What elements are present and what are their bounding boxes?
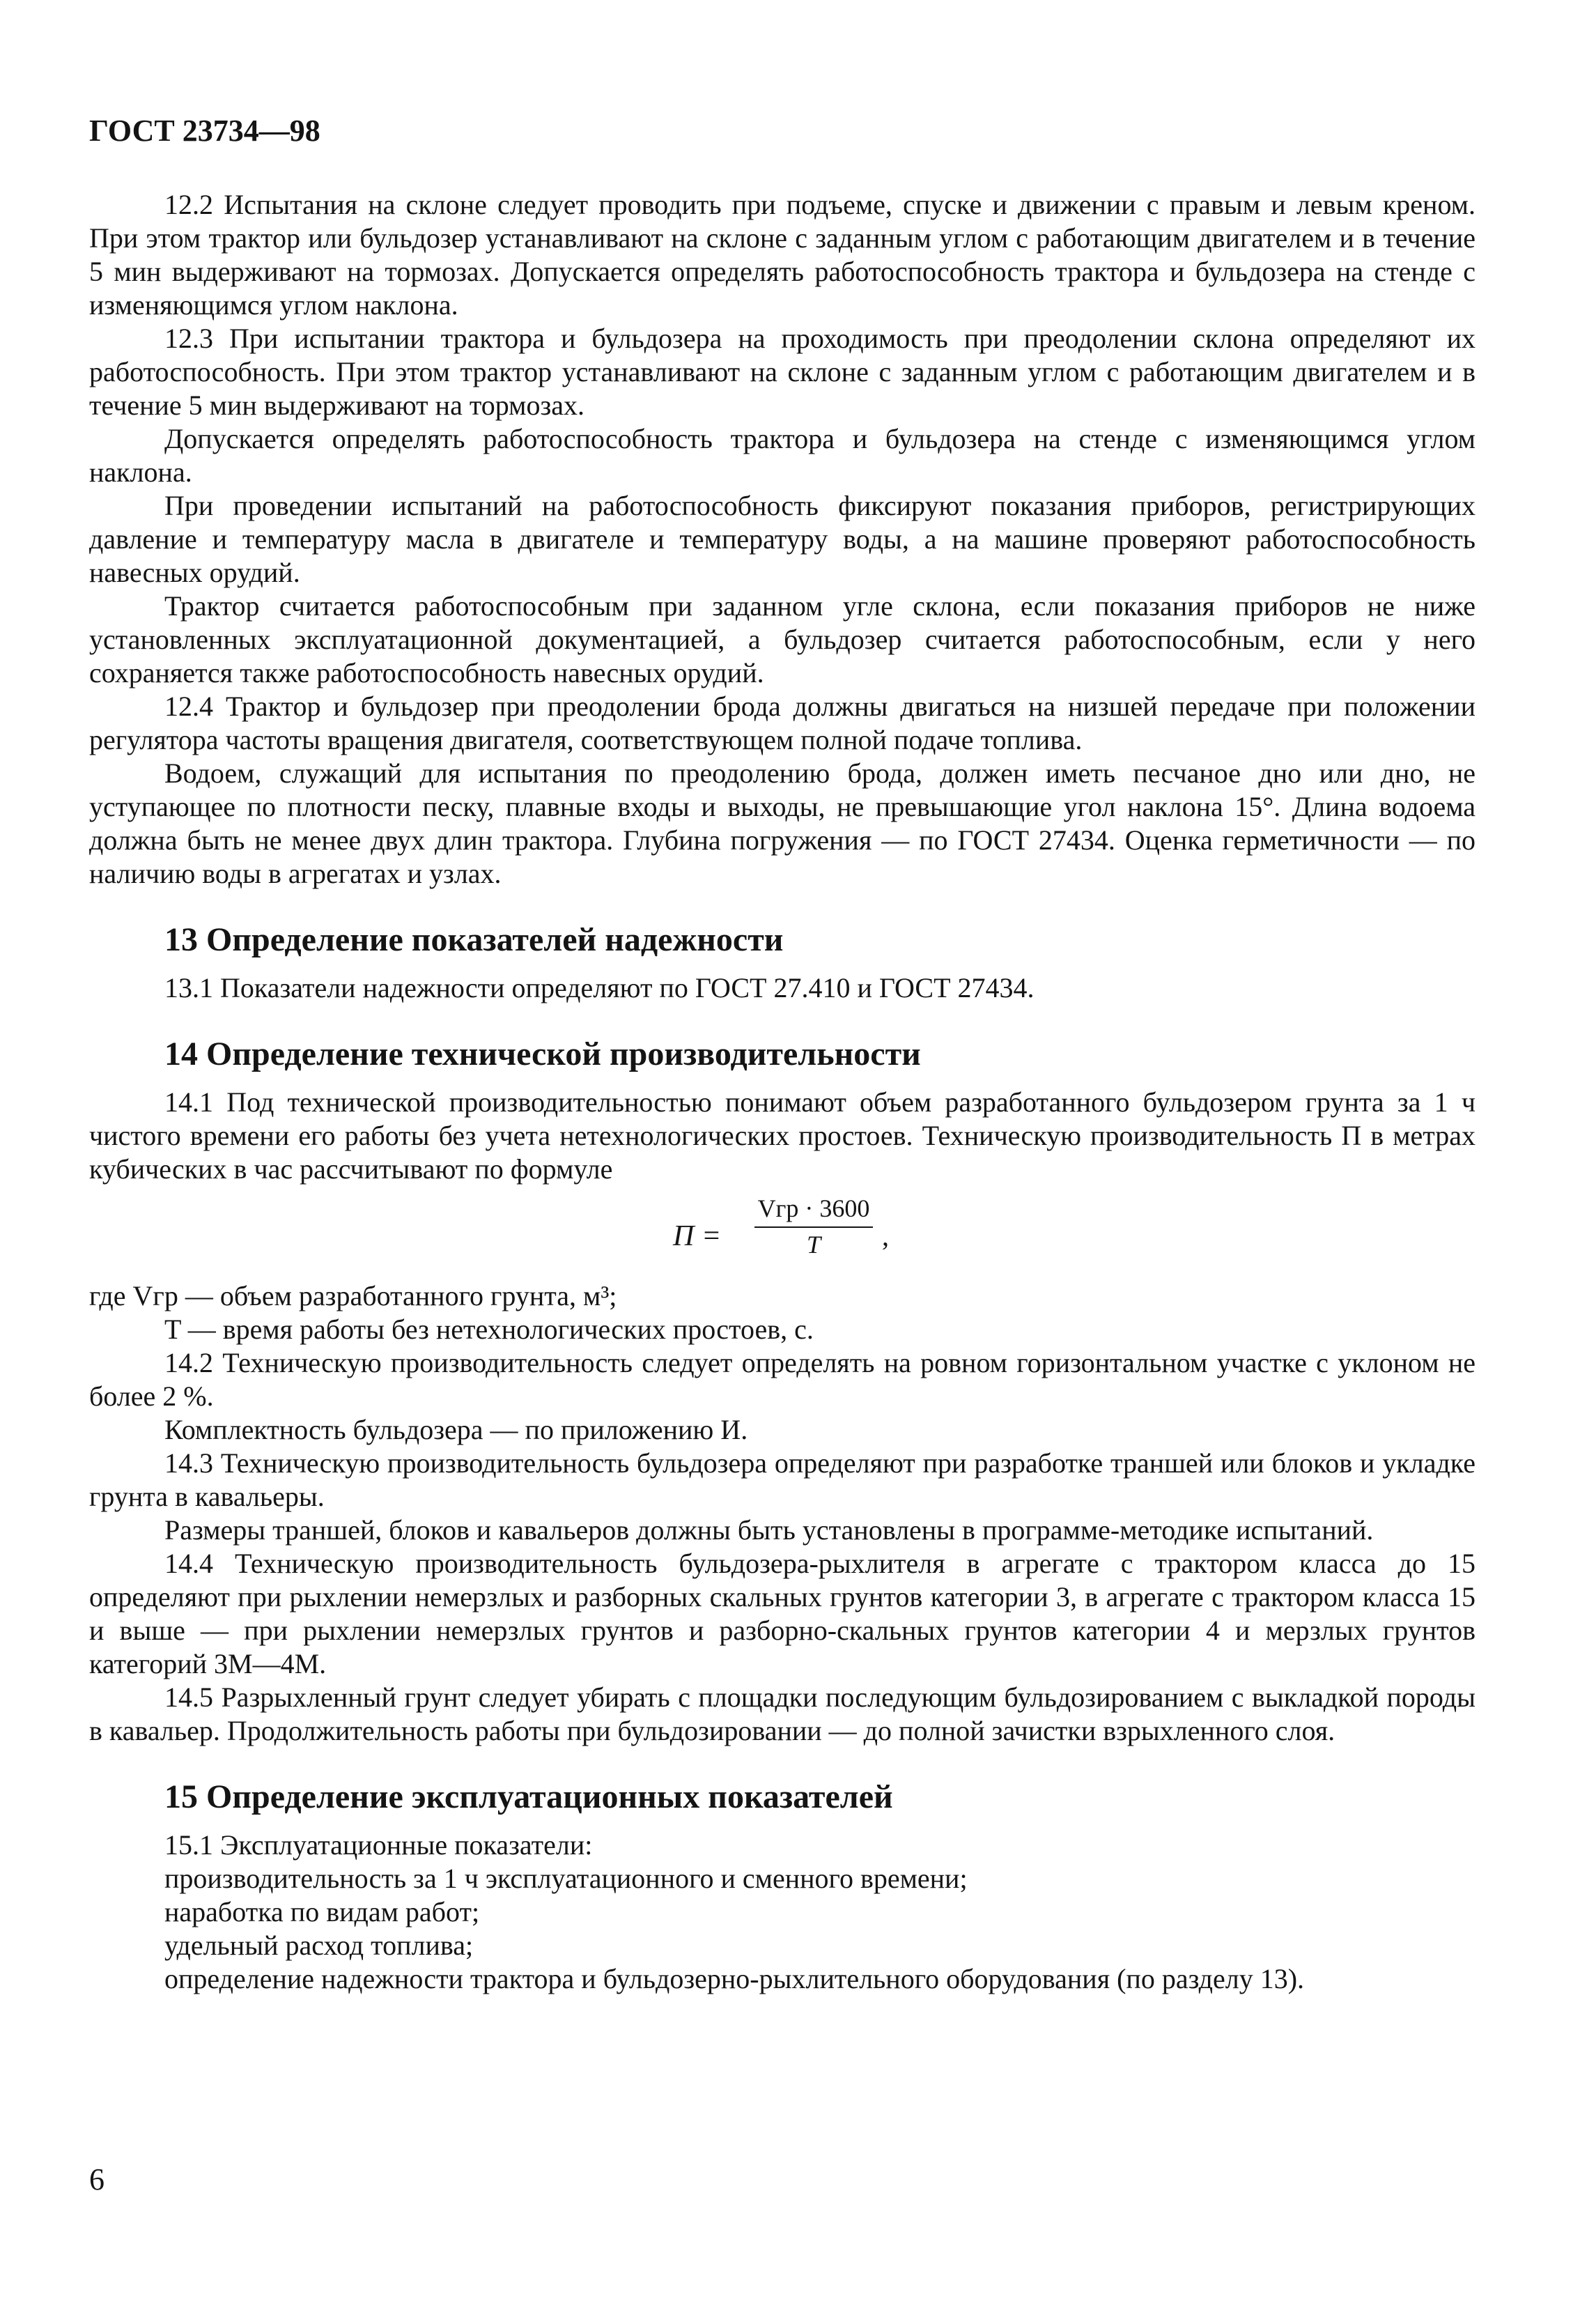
paragraph-12-3: 12.3 При испытании трактора и бульдозера на проходимость при преодолении склона определяют их работоспособность. При этом трактор устанавливают на склоне с заданным углом с работающим двигателем и в течение 5 мин выдерживают на тормозах. xyxy=(89,323,1476,421)
document-page xyxy=(89,84,1476,2279)
section-14-heading: 14 Определение технической производительности xyxy=(164,1036,921,1072)
formula-where-vgr: где Vгр — объем разработанного грунта, м³; xyxy=(89,1280,617,1311)
paragraph-12-4-b: Водоем, служащий для испытания по преодолению брода, должен иметь песчаное дно или дно, не уступающее по плотности песку, плавные входы и выходы, не превышающие угол наклона 15°. Длина водоема должна быть не менее двух длин трактора. Глубина погружения — по ГОСТ 27434. Оценка герметичности — по наличию воды в агрегатах и узлах. xyxy=(89,757,1476,889)
paragraph-14-3: 14.3 Техническую производительность бульдозера определяют при разработке траншей или блоков и укладке грунта в кавальеры. xyxy=(89,1447,1476,1512)
list-item: удельный расход топлива; xyxy=(164,1930,474,1961)
formula-denominator: T xyxy=(806,1231,821,1259)
productivity-formula xyxy=(89,1193,1476,1277)
paragraph-12-4: 12.4 Трактор и бульдозер при преодолении брода должны двигаться на низшей передаче при положении регулятора частоты вращения двигателя, соответствующем полной подаче топлива. xyxy=(89,691,1476,755)
paragraph-14-5: 14.5 Разрыхленный грунт следует убирать с площадки последующим бульдозированием с выкладкой породы в кавальер. Продолжительность работы при бульдозировании — до полной зачистки взрыхленного слоя. xyxy=(89,1682,1476,1746)
formula-lhs: П = xyxy=(673,1220,722,1252)
paragraph-12-3-b: Допускается определять работоспособность трактора и бульдозера на стенде с изменяющимся углом наклона. xyxy=(89,423,1476,488)
paragraph-14-3-b: Размеры траншей, блоков и кавальеров должны быть установлены в программе-методике испытаний. xyxy=(164,1514,1374,1546)
paragraph-12-3-c: При проведении испытаний на работоспособность фиксируют показания приборов, регистрирующих давление и температуру масла в двигателе и температуру воды, а на машине проверяют работоспособность навесных орудий. xyxy=(89,490,1476,588)
section-13-heading: 13 Определение показателей надежности xyxy=(164,921,784,958)
paragraph-12-3-d: Трактор считается работоспособным при заданном угле склона, если показания приборов не ниже установленных эксплуатационной документацией, а бульдозер считается работоспособным, если у него сохраняется также работоспособность навесных орудий. xyxy=(89,590,1476,688)
paragraph-14-4: 14.4 Техническую производительность бульдозера-рыхлителя в агрегате с трактором класса до 15 определяют при рыхлении немерзлых и разборных скальных грунтов категории 3, в агрегате с трактором класса 15 и выше — при рыхлении немерзлых грунтов и разборно-скальных грунтов категории 4 и мерзлых грунтов категорий 3М—4М. xyxy=(89,1548,1476,1679)
list-item: производительность за 1 ч эксплуатационного и сменного времени; xyxy=(164,1863,968,1894)
paragraph-14-2-b: Комплектность бульдозера — по приложению И. xyxy=(164,1414,748,1445)
paragraph-12-2: 12.2 Испытания на склоне следует проводить при подъеме, спуске и движении с правым и левым креном. При этом трактор или бульдозер устанавливают на склоне с заданным углом с работающим двигателем и в течение 5 мин выдерживают на тормозах. Допускается определять работоспособность трактора и бульдозера на стенде с изменяющимся углом наклона. xyxy=(89,189,1476,321)
page-number: 6 xyxy=(89,2162,104,2196)
formula-fraction xyxy=(754,1193,873,1260)
section-15-heading: 15 Определение эксплуатационных показателей xyxy=(164,1778,893,1815)
section-15-list xyxy=(89,1829,1476,1996)
paragraph-13-1: 13.1 Показатели надежности определяют по ГОСТ 27.410 и ГОСТ 27434. xyxy=(164,972,1035,1003)
paragraph-15-1: 15.1 Эксплуатационные показатели: xyxy=(164,1829,593,1861)
formula-where-t: T — время работы без нетехнологических простоев, с. xyxy=(164,1314,814,1345)
document-code-header: ГОСТ 23734—98 xyxy=(89,114,320,148)
paragraph-14-2: 14.2 Техническую производительность следует определять на ровном горизонтальном участке с уклоном не более 2 %. xyxy=(89,1347,1476,1412)
formula-numerator: Vгр · 3600 xyxy=(754,1193,873,1228)
list-item: определение надежности трактора и бульдозерно-рыхлительного оборудования (по разделу 13). xyxy=(164,1963,1305,1994)
formula-trailing-comma: , xyxy=(882,1220,889,1252)
list-item: наработка по видам работ; xyxy=(164,1896,480,1927)
paragraph-14-1: 14.1 Под технической производительностью понимают объем разработанного бульдозером грунта за 1 ч чистого времени его работы без учета нетехнологических простоев. Техническую производительность П в метрах кубических в час рассчитывают по формуле xyxy=(89,1086,1476,1185)
